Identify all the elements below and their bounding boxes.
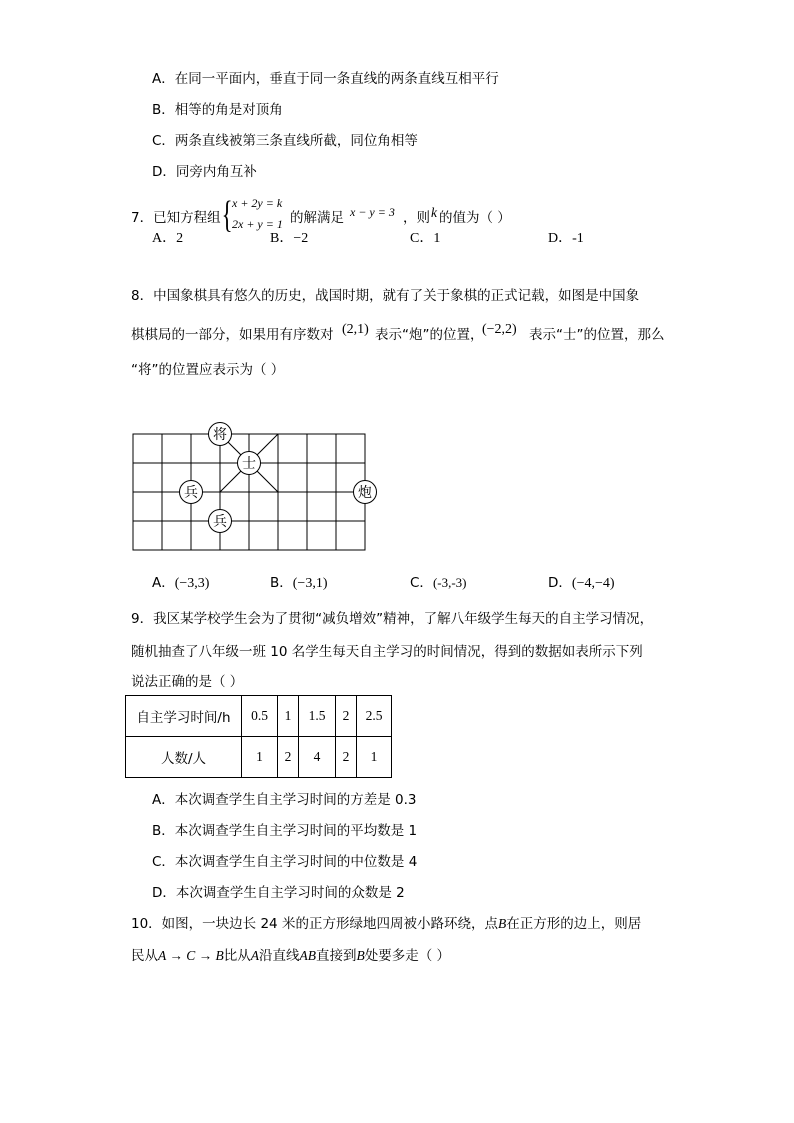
q7-option-b: B．−2 bbox=[270, 231, 309, 246]
q10-line-2: 民从A → C → B比从A沿直线AB直接到B处要多走（ ） bbox=[131, 948, 451, 964]
table-cell: 1 bbox=[278, 696, 299, 737]
q8-coord-shi: (−2,2) bbox=[482, 322, 517, 337]
q8-option-d-value: (−4,−4) bbox=[571, 576, 615, 591]
q7-prefix: 7．已知方程组 bbox=[131, 210, 221, 226]
table-row-time bbox=[126, 696, 392, 737]
q8-option-b: B．(−3,1) bbox=[270, 575, 328, 591]
q8-line-2-b: 表示“炮”的位置， bbox=[375, 327, 484, 343]
q8-option-c: C．(-3,-3) bbox=[410, 575, 467, 591]
piece-bing-bottom bbox=[209, 510, 232, 533]
q9-line-1: 9．我区某学校学生会为了贯彻“减负增效”精神，了解八年级学生每天的自主学习情况， bbox=[131, 611, 654, 627]
q10-line-1: 10．如图，一块边长 24 米的正方形绿地四周被小路环绕，点B在正方形的边上，则居 bbox=[131, 916, 642, 932]
q7-option-a: A．2 bbox=[152, 231, 184, 246]
piece-pao-label: 炮 bbox=[358, 485, 372, 501]
q10-segment-ab: AB bbox=[299, 948, 317, 963]
q10-point-a: A bbox=[250, 948, 260, 963]
table-cell: 2 bbox=[278, 737, 299, 778]
piece-jiang bbox=[209, 423, 232, 446]
q6-option-a: A．在同一平面内，垂直于同一条直线的两条直线互相平行 bbox=[152, 71, 499, 87]
q8-option-d: D．(−4,−4) bbox=[548, 575, 615, 591]
q9-option-c: C．本次调查学生自主学习时间的中位数是 4 bbox=[152, 854, 418, 870]
table-cell: 4 bbox=[299, 737, 336, 778]
piece-bing-left bbox=[180, 481, 203, 504]
q7-option-c: C．1 bbox=[410, 231, 441, 246]
q6-option-c: C．两条直线被第三条直线所截，同位角相等 bbox=[152, 133, 418, 149]
piece-pao bbox=[354, 481, 377, 504]
q8-line-3: “将”的位置应表示为（ ） bbox=[131, 362, 285, 378]
piece-shi-label: 士 bbox=[242, 456, 256, 472]
q6-option-b: B．相等的角是对顶角 bbox=[152, 102, 283, 118]
q8-option-c-value: (-3,-3) bbox=[432, 575, 467, 590]
q7-mid: 的解满足 bbox=[290, 210, 344, 226]
q6-option-d: D．同旁内角互补 bbox=[152, 164, 257, 180]
q9-option-d: D．本次调查学生自主学习时间的众数是 2 bbox=[152, 885, 405, 901]
piece-jiang-label: 将 bbox=[213, 427, 227, 443]
piece-shi bbox=[238, 452, 261, 475]
q9-line-3: 说法正确的是（ ） bbox=[131, 674, 244, 690]
q7-suffix: 的值为（ ） bbox=[439, 210, 511, 226]
q7-condition: x − y = 3 bbox=[350, 205, 395, 219]
q8-line-2-c: 表示“士”的位置，那么 bbox=[529, 327, 665, 343]
q8-option-a: A．(−3,3) bbox=[152, 575, 210, 591]
table-header-count: 人数/人 bbox=[126, 737, 242, 778]
q8-option-b-value: (−3,1) bbox=[292, 576, 328, 591]
q9-line-2: 随机抽查了八年级一班 10 名学生每天自主学习的时间情况，得到的数据如表所示下列 bbox=[131, 644, 643, 660]
table-cell: 2 bbox=[336, 737, 357, 778]
q7-equation-2: 2x + y = 1 bbox=[232, 217, 283, 231]
q7-k: k bbox=[431, 205, 437, 220]
piece-bing-left-label: 兵 bbox=[184, 485, 198, 501]
table-cell: 0.5 bbox=[242, 696, 278, 737]
q10-point-b-2: B bbox=[356, 948, 365, 963]
table-cell: 2.5 bbox=[357, 696, 392, 737]
q7-option-d: D．-1 bbox=[548, 231, 584, 246]
q9-option-b: B．本次调查学生自主学习时间的平均数是 1 bbox=[152, 823, 418, 839]
q8-line-2-a: 棋棋局的一部分，如果用有序数对 bbox=[131, 327, 334, 343]
table-cell: 1 bbox=[357, 737, 392, 778]
table-row-count bbox=[126, 737, 392, 778]
q10-path: A → C → B bbox=[158, 948, 224, 963]
table-cell: 2 bbox=[336, 696, 357, 737]
table-header-time: 自主学习时间/h bbox=[126, 696, 242, 737]
q7-equation-1: x + 2y = k bbox=[232, 196, 283, 210]
piece-bing-bottom-label: 兵 bbox=[213, 514, 227, 530]
chess-board-figure bbox=[125, 418, 385, 558]
q10-point-b: B bbox=[497, 916, 507, 931]
q8-coord-pao: (2,1) bbox=[342, 322, 369, 337]
q7-after: ，则 bbox=[403, 210, 430, 226]
q8-line-1: 8．中国象棋具有悠久的历史，战国时期，就有了关于象棋的正式记载，如图是中国象 bbox=[131, 288, 640, 304]
q8-option-a-value: (−3,3) bbox=[174, 576, 210, 591]
study-time-table bbox=[125, 695, 392, 778]
table-cell: 1.5 bbox=[299, 696, 336, 737]
q9-option-a: A．本次调查学生自主学习时间的方差是 0.3 bbox=[152, 792, 417, 808]
table-cell: 1 bbox=[242, 737, 278, 778]
q7-system-brace: { bbox=[221, 194, 233, 236]
